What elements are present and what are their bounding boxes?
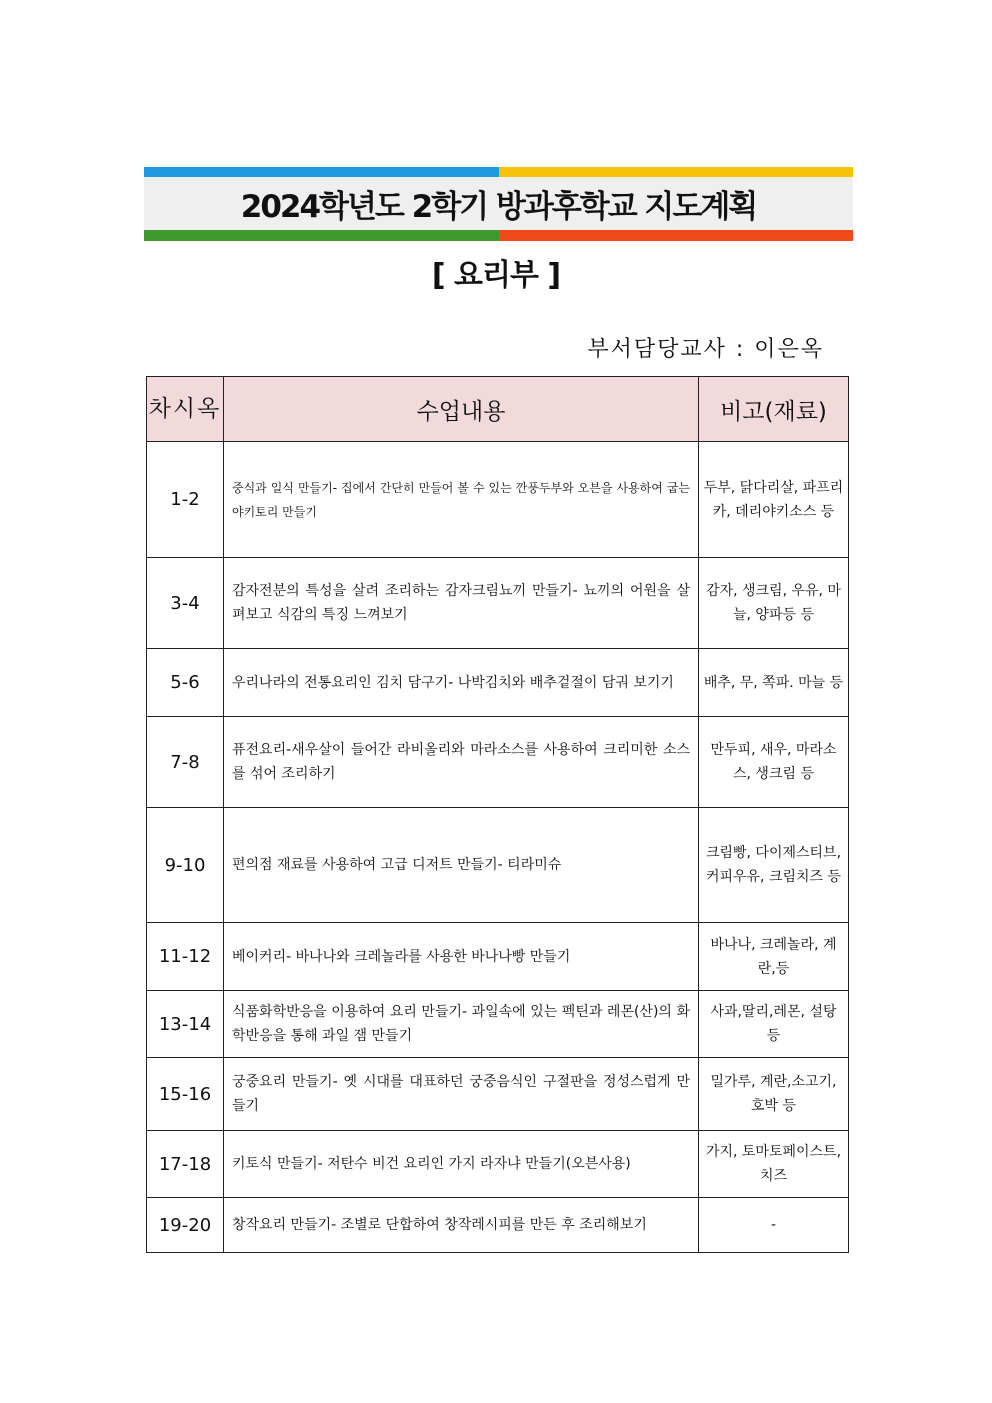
club-name: [ 요리부 ] — [431, 258, 561, 293]
session-cell: 3-4 — [147, 558, 224, 649]
note-cell: 두부, 닭다리살, 파프리카, 데리야키소스 등 — [699, 442, 849, 558]
column-header-content: 수업내용 — [224, 377, 699, 442]
session-cell: 17-18 — [147, 1131, 224, 1198]
session-cell: 9-10 — [147, 808, 224, 923]
content-cell: 감자전분의 특성을 살려 조리하는 감자크림뇨끼 만들기- 뇨끼의 어원을 살펴보고 식감의 특징 느껴보기 — [224, 558, 699, 649]
content-cell: 퓨전요리-새우살이 들어간 라비올리와 마라소스를 사용하여 크리미한 소스를 섞어 조리하기 — [224, 717, 699, 808]
lesson-plan-table — [146, 376, 849, 1253]
note-cell: - — [699, 1198, 849, 1253]
table-header-row — [147, 377, 849, 442]
session-cell: 11-12 — [147, 923, 224, 991]
session-cell: 15-16 — [147, 1058, 224, 1131]
note-cell: 사과,딸리,레몬, 설탕 등 — [699, 991, 849, 1058]
content-cell: 식품화학반응을 이용하여 요리 만들기- 과일속에 있는 펙틴과 레몬(산)의 화학반응을 통해 과일 잼 만들기 — [224, 991, 699, 1058]
table-row — [147, 808, 849, 923]
session-cell: 19-20 — [147, 1198, 224, 1253]
title-banner — [144, 167, 853, 241]
title-background — [144, 177, 853, 230]
content-cell: 궁중요리 만들기- 옛 시대를 대표하던 궁중음식인 구절판을 정성스럽게 만들기 — [224, 1058, 699, 1131]
content-cell: 창작요리 만들기- 조별로 단합하여 창작레시피를 만든 후 조리해보기 — [224, 1198, 699, 1253]
teacher-in-charge: 부서담당교사 : 이은옥 — [587, 337, 824, 362]
banner-bar-blue — [144, 167, 499, 177]
content-cell: 중식과 일식 만들기- 집에서 간단히 만들어 볼 수 있는 깐풍두부와 오븐을 사용하여 굽는 야키토리 만들기 — [224, 442, 699, 558]
note-cell: 감자, 생크림, 우유, 마늘, 양파등 등 — [699, 558, 849, 649]
note-cell: 가지, 토마토페이스트, 치즈 — [699, 1131, 849, 1198]
banner-bar-yellow — [499, 167, 853, 177]
note-cell: 바나나, 크레놀라, 계란,등 — [699, 923, 849, 991]
table-row — [147, 1131, 849, 1198]
content-cell: 편의점 재료를 사용하여 고급 디저트 만들기- 티라미슈 — [224, 808, 699, 923]
table-row — [147, 923, 849, 991]
column-header-session: 차시옥 — [147, 377, 224, 442]
table-row — [147, 442, 849, 558]
page-title: 2024학년도 2학기 방과후학교 지도계획 — [240, 189, 757, 225]
session-cell: 5-6 — [147, 649, 224, 717]
table-row — [147, 991, 849, 1058]
content-cell: 우리나라의 전통요리인 김치 담구기- 나박김치와 배추겉절이 담궈 보기기 — [224, 649, 699, 717]
content-cell: 베이커리- 바나나와 크레놀라를 사용한 바나나빵 만들기 — [224, 923, 699, 991]
note-cell: 밀가루, 계란,소고기, 호박 등 — [699, 1058, 849, 1131]
column-header-note: 비고(재료) — [699, 377, 849, 442]
table-row — [147, 558, 849, 649]
note-cell: 배추, 무, 쪽파. 마늘 등 — [699, 649, 849, 717]
session-cell: 7-8 — [147, 717, 224, 808]
content-cell: 키토식 만들기- 저탄수 비건 요리인 가지 라자냐 만들기(오븐사용) — [224, 1131, 699, 1198]
banner-bar-orange — [499, 230, 853, 241]
table-row — [147, 1198, 849, 1253]
session-cell: 1-2 — [147, 442, 224, 558]
banner-bar-green — [144, 230, 499, 241]
table-row — [147, 717, 849, 808]
table-row — [147, 1058, 849, 1131]
session-cell: 13-14 — [147, 991, 224, 1058]
note-cell: 만두피, 새우, 마라소스, 생크림 등 — [699, 717, 849, 808]
note-cell: 크림빵, 다이제스티브, 커피우유, 크림치즈 등 — [699, 808, 849, 923]
table-row — [147, 649, 849, 717]
